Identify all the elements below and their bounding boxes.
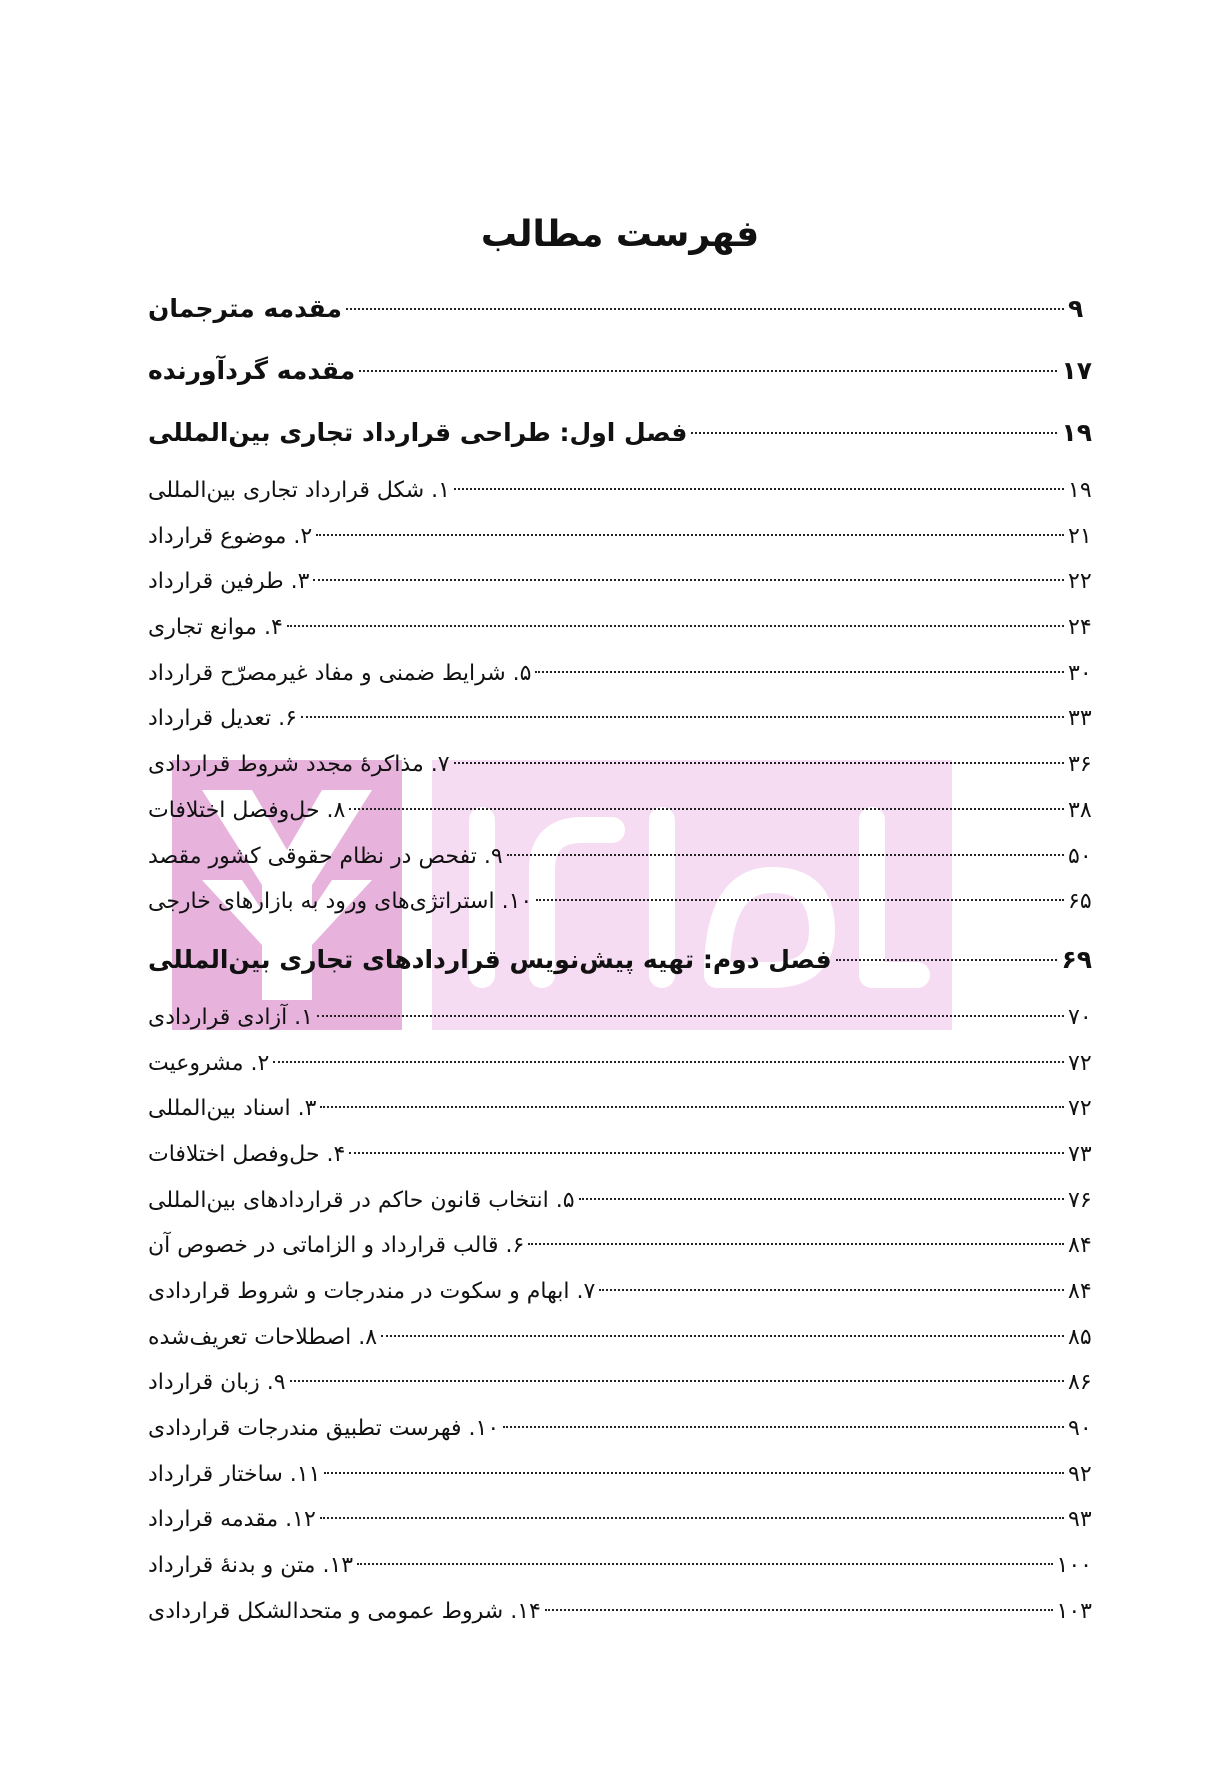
toc-page-number: ۸۴: [1068, 1233, 1092, 1259]
toc-section-entry[interactable]: [148, 1223, 1092, 1269]
toc-section-entry[interactable]: [148, 1543, 1092, 1589]
toc-entry-title: ۴. حل‌وفصل اختلافات: [148, 1141, 346, 1167]
toc-section-entry[interactable]: [148, 742, 1092, 788]
dot-leader: [528, 1243, 1064, 1245]
toc-entry-title: ۱۰. فهرست تطبیق مندرجات قراردادی: [148, 1416, 500, 1442]
dot-leader: [287, 625, 1064, 627]
toc-page-number: ۷۳: [1068, 1141, 1092, 1167]
toc-title: فهرست مطالب: [480, 214, 760, 255]
dot-leader: [454, 488, 1064, 490]
toc-page-number: ۶۹: [1061, 944, 1092, 974]
toc-entry-title: مقدمه مترجمان: [148, 294, 342, 323]
toc-entry-title: ۱۱. ساختار قرارداد: [148, 1461, 321, 1487]
toc-entry-title: ۹. تفحص در نظام حقوقی کشور مقصد: [148, 843, 503, 869]
dot-leader: [324, 1472, 1064, 1474]
toc-section-entry[interactable]: [148, 995, 1092, 1041]
toc-entry-title: مقدمه گردآورنده: [148, 356, 356, 385]
dot-leader: [349, 808, 1064, 810]
toc-entry-title: ۶. قالب قرارداد و الزاماتی در خصوص آن: [148, 1233, 525, 1259]
dot-leader: [349, 1152, 1064, 1154]
dot-leader: [320, 1517, 1064, 1519]
toc-entry-title: ۱۳. متن و بدنهٔ قرارداد: [148, 1553, 354, 1579]
dot-leader: [357, 1563, 1052, 1565]
toc-section-entry[interactable]: [148, 605, 1092, 651]
dot-leader: [317, 1015, 1064, 1017]
toc-chapter-entry[interactable]: [148, 278, 1092, 340]
toc-section-entry[interactable]: [148, 696, 1092, 742]
dot-leader: [454, 762, 1064, 764]
toc-entry-title: ۴. موانع تجاری: [148, 615, 283, 641]
toc-chapter-entry[interactable]: [148, 340, 1092, 402]
dot-leader: [691, 432, 1057, 434]
toc-section-entry[interactable]: [148, 1269, 1092, 1315]
dot-leader: [579, 1198, 1064, 1200]
toc-page-number: ۳۶: [1068, 752, 1092, 778]
toc-section-entry[interactable]: [148, 879, 1092, 925]
toc-section-entry[interactable]: [148, 1086, 1092, 1132]
toc-entry-title: ۱. شکل قرارداد تجاری بین‌المللی: [148, 478, 450, 503]
dot-leader: [503, 1426, 1064, 1428]
toc-entry-title: فصل دوم: تهیه پیش‌نویس قراردادهای تجاری بین‌المللی: [148, 944, 832, 974]
toc-entry-title: ۳. طرفین قرارداد: [148, 569, 310, 595]
toc-entry-title: ۵. انتخاب قانون حاکم در قراردادهای بین‌المللی: [148, 1187, 575, 1213]
toc-page-number: ۹۳: [1068, 1507, 1092, 1533]
toc-section-entry[interactable]: [148, 1178, 1092, 1224]
dot-leader: [313, 579, 1064, 581]
dot-leader: [599, 1289, 1064, 1291]
toc-entry-title: ۱۴. شروط عمومی و متحدالشکل قراردادی: [148, 1598, 541, 1624]
toc-page-number: ۷۶: [1068, 1187, 1092, 1213]
toc-page-number: ۷۲: [1068, 1096, 1092, 1122]
toc-page-number: ۸۶: [1068, 1370, 1092, 1396]
toc-entry-title: ۲. مشروعیت: [148, 1050, 270, 1076]
toc-page-number: ۱۷: [1061, 356, 1092, 385]
toc-page-number: ۲۴: [1068, 615, 1092, 641]
dot-leader: [290, 1380, 1064, 1382]
toc-page-number: ۷۲: [1068, 1050, 1092, 1076]
toc-section-entry[interactable]: [148, 1360, 1092, 1406]
toc-entry-title: ۷. ابهام و سکوت در مندرجات و شروط قراردادی: [148, 1279, 596, 1304]
toc-page-number: ۵۰: [1068, 843, 1092, 869]
toc-entry-title: ۸. اصطلاحات تعریف‌شده: [148, 1324, 378, 1350]
toc-section-entry[interactable]: [148, 514, 1092, 560]
dot-leader: [507, 854, 1064, 856]
toc-page-number: ۷۰: [1068, 1004, 1092, 1030]
dot-leader: [316, 534, 1064, 536]
toc-entry-title: ۶. تعدیل قرارداد: [148, 706, 297, 732]
toc-section-entry[interactable]: [148, 1497, 1092, 1543]
toc-entry-title: ۵. شرایط ضمنی و مفاد غیرمصرّح قرارداد: [148, 660, 532, 686]
toc-section-entry[interactable]: [148, 559, 1092, 605]
toc-chapter-entry[interactable]: [148, 402, 1092, 464]
toc-page: [148, 210, 1092, 1635]
dot-leader: [320, 1106, 1064, 1108]
dot-leader: [381, 1335, 1064, 1337]
toc-chapter-entry[interactable]: [148, 929, 1092, 991]
toc-entry-title: ۱۰. استراتژی‌های ورود به بازارهای خارجی: [148, 889, 533, 915]
dot-leader: [836, 959, 1058, 961]
toc-section-entry[interactable]: [148, 1452, 1092, 1498]
toc-entry-title: ۸. حل‌وفصل اختلافات: [148, 797, 346, 823]
toc-entry-title: ۷. مذاکرهٔ مجدد شروط قراردادی: [148, 752, 450, 778]
toc-section-entry[interactable]: [148, 1315, 1092, 1361]
dot-leader: [273, 1061, 1064, 1063]
toc-page-number: ۹۰: [1068, 1416, 1092, 1442]
toc-entry-title: ۹. زبان قرارداد: [148, 1370, 286, 1396]
toc-page-number: ۲۲: [1068, 569, 1092, 595]
dot-leader: [545, 1609, 1053, 1611]
toc-page-number: ۳۸: [1068, 797, 1092, 823]
dot-leader: [535, 671, 1064, 673]
dot-leader: [346, 308, 1064, 310]
toc-section-entry[interactable]: [148, 1132, 1092, 1178]
toc-page-number: ۱۰۰: [1056, 1553, 1092, 1579]
dot-leader: [536, 899, 1064, 901]
toc-page-number: ۹۲: [1068, 1461, 1092, 1487]
toc-page-number: ۱۹: [1068, 478, 1092, 503]
toc-page-number: ۱۹: [1061, 418, 1092, 447]
toc-page-number: ۸۵: [1068, 1324, 1092, 1350]
toc-page-number: ۸۴: [1068, 1279, 1092, 1304]
toc-section-entry[interactable]: [148, 788, 1092, 834]
toc-page-number: ۹: [1068, 294, 1084, 323]
toc-page-number: ۳۳: [1068, 706, 1092, 732]
toc-entry-title: ۲. موضوع قرارداد: [148, 523, 313, 549]
toc-section-entry[interactable]: [148, 651, 1092, 697]
toc-entry-title: ۱. آزادی قراردادی: [148, 1004, 313, 1030]
toc-entry-title: فصل اول: طراحی قرارداد تجاری بین‌المللی: [148, 418, 688, 447]
toc-entry-title: ۳. اسناد بین‌المللی: [148, 1096, 317, 1122]
toc-page-number: ۶۵: [1068, 889, 1092, 915]
toc-section-entry[interactable]: [148, 1589, 1092, 1635]
toc-entry-title: ۱۲. مقدمه قرارداد: [148, 1507, 316, 1533]
toc-section-entry[interactable]: [148, 468, 1092, 514]
dot-leader: [359, 370, 1057, 372]
toc-page-number: ۲۱: [1068, 523, 1092, 549]
toc-section-entry[interactable]: [148, 1406, 1092, 1452]
dot-leader: [301, 716, 1064, 718]
toc-page-number: ۱۰۳: [1056, 1598, 1092, 1624]
toc-list: [148, 278, 1092, 1635]
toc-section-entry[interactable]: [148, 834, 1092, 880]
toc-page-number: ۳۰: [1068, 660, 1092, 686]
toc-section-entry[interactable]: [148, 1041, 1092, 1087]
